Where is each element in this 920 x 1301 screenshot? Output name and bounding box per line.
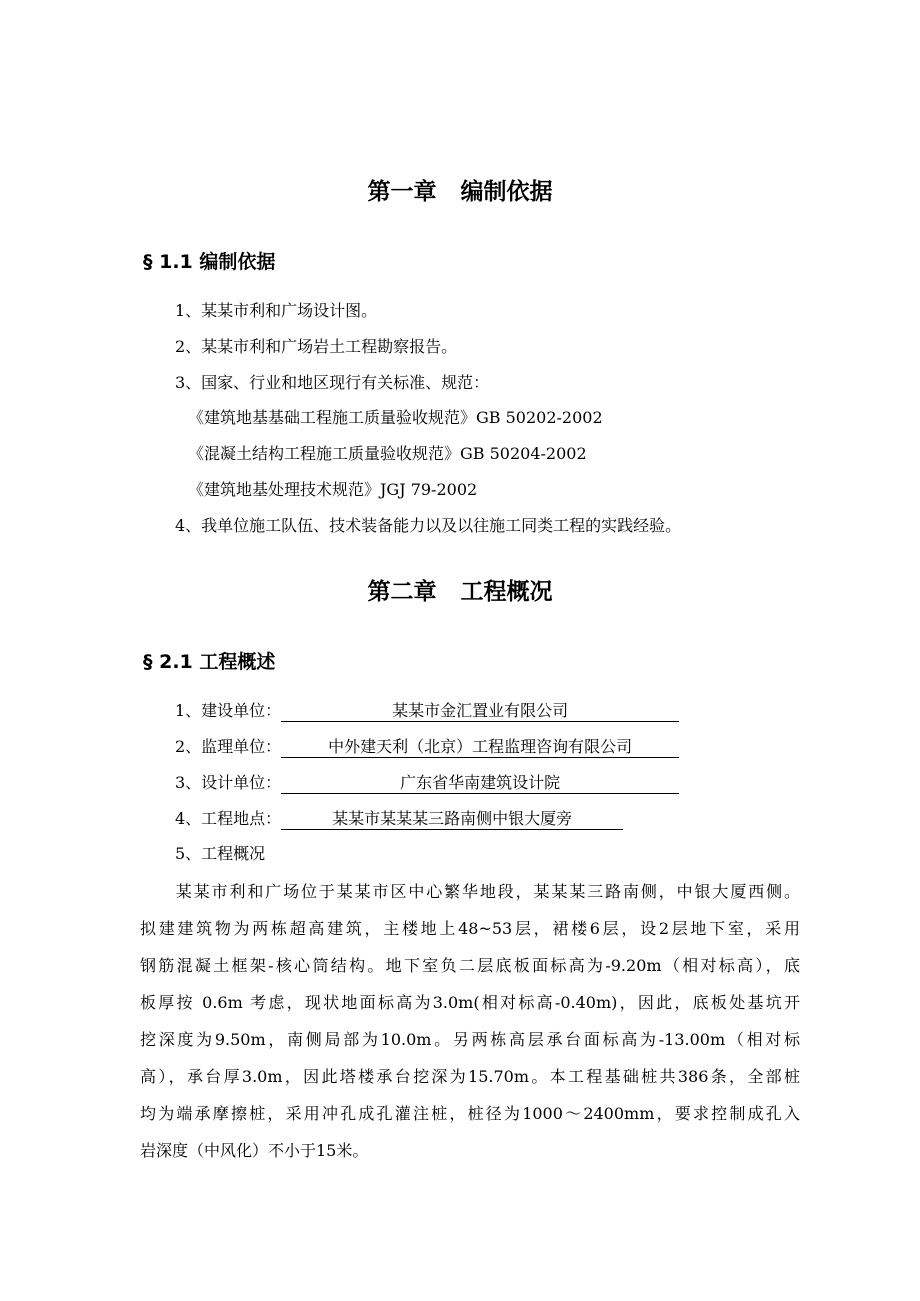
- supervisor-label: 2、监理单位：: [175, 737, 282, 756]
- overview-item-5: 5、工程概况: [175, 844, 266, 863]
- chapter-2-heading: [0, 577, 920, 607]
- chapter-1-number: 第一章: [367, 179, 437, 205]
- project-description: [140, 873, 800, 1169]
- chapter-2-number: 第二章: [367, 579, 437, 605]
- description-line: 岩深度（中风化）不小于15米。: [140, 1141, 369, 1160]
- chapter-1-heading: [0, 177, 920, 207]
- builder-label: 1、建设单位：: [175, 701, 282, 720]
- location-value: 某某市某某某三路南侧中银大厦旁: [281, 809, 623, 830]
- standard-jgj79: 《建筑地基处理技术规范》JGJ 79-2002: [188, 480, 478, 499]
- section-1-1-heading: § 1.1 编制依据: [143, 251, 276, 273]
- description-line: 均为端承摩擦桩，采用冲孔成孔灌注桩，桩径为1000～2400mm，要求控制成孔入: [140, 1104, 800, 1123]
- chapter-1-title: 编制依据: [460, 179, 553, 205]
- basis-item-1: 1、某某市利和广场设计图。: [175, 301, 378, 320]
- basis-item-4: 4、我单位施工队伍、技术装备能力以及以往施工同类工程的实践经验。: [175, 516, 682, 535]
- chapter-2-title: 工程概况: [460, 579, 553, 605]
- description-line: 高），承台厚3.0m，因此塔楼承台挖深为15.70m。本工程基础桩共386条，全部桩: [140, 1067, 800, 1086]
- location-label: 4、工程地点：: [175, 809, 282, 828]
- builder-value: 某某市金汇置业有限公司: [281, 701, 679, 722]
- designer-label: 3、设计单位：: [175, 773, 282, 792]
- basis-item-2: 2、某某市利和广场岩土工程勘察报告。: [175, 337, 458, 356]
- description-line: 挖深度为9.50m，南侧局部为10.0m。另两栋高层承台面标高为-13.00m（相对标: [140, 1030, 800, 1049]
- overview-row-designer: [175, 772, 679, 794]
- section-2-1-heading: § 2.1 工程概述: [143, 651, 276, 673]
- description-line: 某某市利和广场位于某某市区中心繁华地段，某某某三路南侧，中银大厦西侧。: [140, 882, 800, 901]
- overview-row-supervisor: [175, 736, 679, 758]
- description-line: 钢筋混凝土框架-核心筒结构。地下室负二层底板面标高为-9.20m（相对标高），底: [140, 956, 800, 975]
- supervisor-value: 中外建天利（北京）工程监理咨询有限公司: [281, 737, 679, 758]
- standard-gb50202: 《建筑地基基础工程施工质量验收规范》GB 50202-2002: [188, 408, 603, 427]
- standard-gb50204: 《混凝土结构工程施工质量验收规范》GB 50204-2002: [188, 444, 587, 463]
- description-line: 板厚按 0.6m 考虑，现状地面标高为3.0m(相对标高-0.40m)，因此，底板处基坑开: [140, 993, 800, 1012]
- overview-row-builder: [175, 700, 679, 722]
- overview-row-location: [175, 808, 623, 830]
- description-line: 拟建建筑物为两栋超高建筑，主楼地上48~53层，裙楼6层，设2层地下室，采用: [140, 919, 800, 938]
- designer-value: 广东省华南建筑设计院: [281, 773, 679, 794]
- basis-item-3: 3、国家、行业和地区现行有关标准、规范：: [175, 373, 490, 392]
